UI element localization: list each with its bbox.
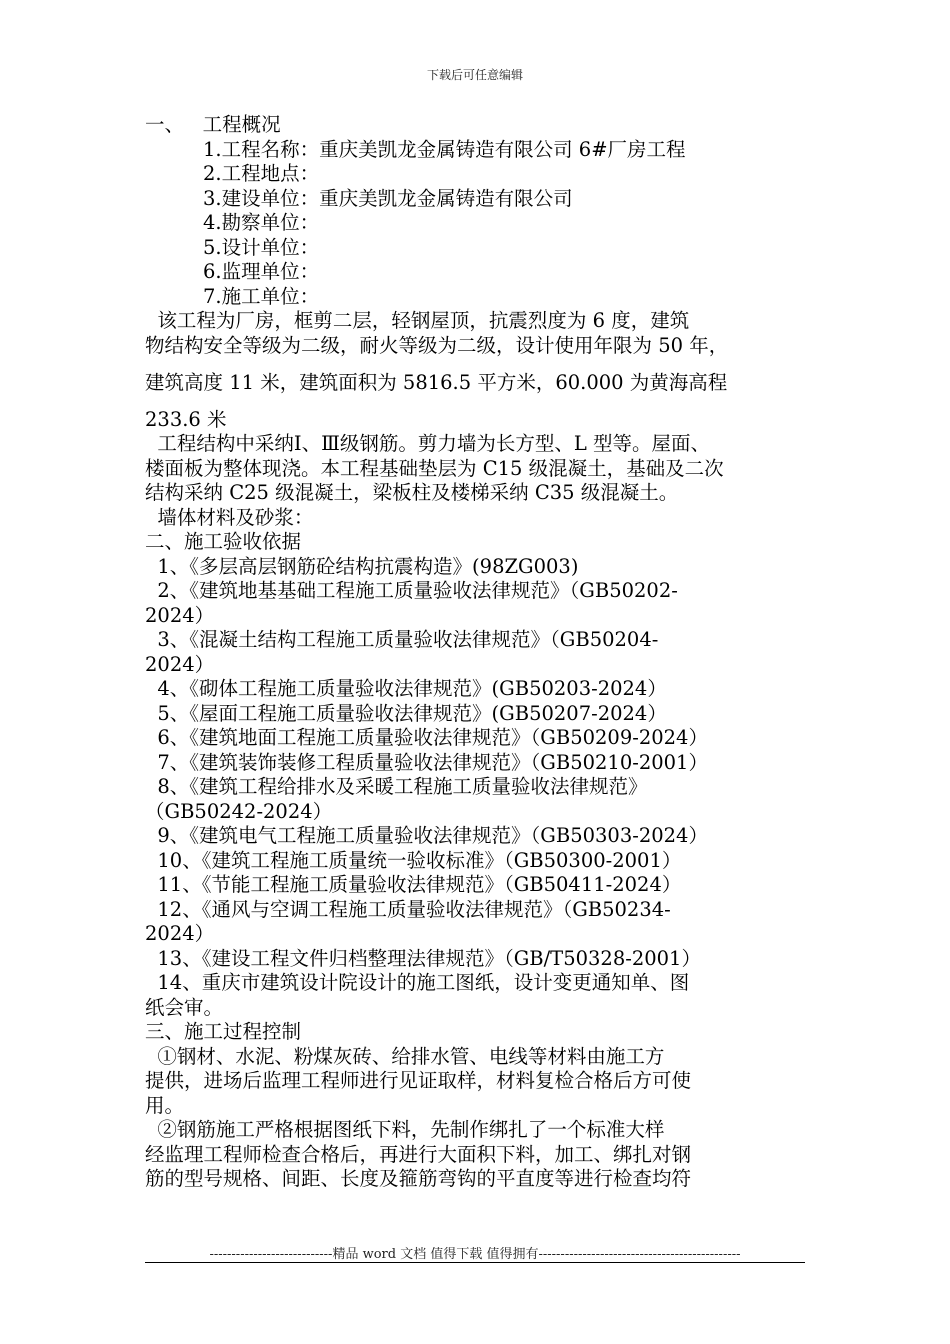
paragraph-line: 该工程为厂房，框剪二层，轻钢屋顶，抗震烈度为 6 度，建筑 bbox=[145, 309, 690, 332]
page-footer: ----------------------------精品 word 文档 值得下载 值得拥有---------------------------------------------- bbox=[209, 1247, 741, 1262]
paragraph-line: 结构采纳 C25 级混凝土，梁板柱及楼梯采纳 C35 级混凝土。 bbox=[145, 481, 679, 504]
reference-line: 2024） bbox=[145, 603, 215, 627]
section-title: 二、施工验收依据 bbox=[145, 530, 302, 553]
project-item: 6.监理单位： bbox=[203, 260, 320, 283]
paragraph-line: 用。 bbox=[145, 1093, 185, 1117]
reference-line: 6、《建筑地面工程施工质量验收法律规范》（GB50209-2024） bbox=[145, 726, 708, 749]
section-title: 三、施工过程控制 bbox=[145, 1020, 302, 1043]
reference-line: （GB50242-2024） bbox=[145, 799, 333, 823]
reference-line: 2024） bbox=[145, 652, 215, 676]
paragraph-line: ①钢材、水泥、粉煤灰砖、给排水管、电线等材料由施工方 bbox=[145, 1044, 665, 1068]
reference-line: 5、《屋面工程施工质量验收法律规范》(GB50207-2024） bbox=[145, 701, 667, 725]
reference-line: 2、《建筑地基基础工程施工质量验收法律规范》（GB50202- bbox=[145, 579, 678, 602]
document-body bbox=[145, 113, 810, 1192]
page-header: 下载后可任意编辑 bbox=[426, 68, 523, 82]
paragraph-line: 楼面板为整体现浇。本工程基础垫层为 C15 级混凝土，基础及二次 bbox=[145, 456, 724, 480]
paragraph-line: 233.6 米 bbox=[145, 407, 227, 431]
reference-line: 9、《建筑电气工程施工质量验收法律规范》（GB50303-2024） bbox=[145, 824, 708, 847]
project-item: 1.工程名称：重庆美凯龙金属铸造有限公司 6#厂房工程 bbox=[203, 137, 686, 161]
paragraph-line: 建筑高度 11 米，建筑面积为 5816.5 平方米，60.000 为黄海高程 bbox=[145, 370, 728, 394]
reference-line: 2024） bbox=[145, 922, 215, 945]
reference-line: 3、《混凝土结构工程施工质量验收法律规范》（GB50204- bbox=[145, 628, 659, 651]
footer-rule bbox=[145, 1262, 805, 1263]
reference-line: 纸会审。 bbox=[145, 995, 224, 1019]
project-item: 5.设计单位： bbox=[203, 235, 320, 259]
reference-line: 7、《建筑装饰装修工程质量验收法律规范》（GB50210-2001） bbox=[145, 750, 708, 774]
project-item: 2.工程地点： bbox=[203, 162, 320, 185]
project-item: 7.施工单位： bbox=[203, 284, 320, 308]
reference-line: 4、《砌体工程施工质量验收法律规范》(GB50203-2024） bbox=[145, 677, 667, 700]
reference-line: 10、《建筑工程施工质量统一验收标准》（GB50300-2001） bbox=[145, 848, 682, 872]
paragraph-line: 经监理工程师检查合格后，再进行大面积下料，加工、绑扎对钢 bbox=[145, 1142, 692, 1166]
reference-line: 1、《多层高层钢筋砼结构抗震构造》(98ZG003) bbox=[145, 554, 579, 578]
reference-line: 12、《通风与空调工程施工质量验收法律规范》（GB50234- bbox=[145, 897, 671, 921]
paragraph-line: 筋的型号规格、间距、长度及箍筋弯钩的平直度等进行检查均符 bbox=[145, 1167, 692, 1190]
reference-line: 13、《建设工程文件归档整理法律规范》（GB/T50328-2001） bbox=[145, 946, 701, 970]
paragraph-line: 提供，进场后监理工程师进行见证取样，材料复检合格后方可使 bbox=[145, 1069, 692, 1092]
paragraph-line: 墙体材料及砂浆： bbox=[145, 505, 314, 529]
paragraph-line: 工程结构中采纳Ⅰ、Ⅲ级钢筋。剪力墙为长方型、L 型等。屋面、 bbox=[145, 432, 711, 455]
paragraph-line: 物结构安全等级为二级，耐火等级为二级，设计使用年限为 50 年， bbox=[145, 333, 729, 357]
section-title: 一、 工程概况 bbox=[145, 113, 281, 136]
reference-line: 8、《建筑工程给排水及采暖工程施工质量验收法律规范》 bbox=[145, 775, 648, 798]
project-item: 4.勘察单位： bbox=[203, 211, 320, 234]
project-item: 3.建设单位：重庆美凯龙金属铸造有限公司 bbox=[203, 186, 573, 210]
paragraph-line: ②钢筋施工严格根据图纸下料，先制作绑扎了一个标准大样 bbox=[145, 1118, 665, 1141]
reference-line: 11、《节能工程施工质量验收法律规范》（GB50411-2024） bbox=[145, 873, 682, 896]
reference-line: 14、重庆市建筑设计院设计的施工图纸，设计变更通知单、图 bbox=[145, 971, 690, 994]
